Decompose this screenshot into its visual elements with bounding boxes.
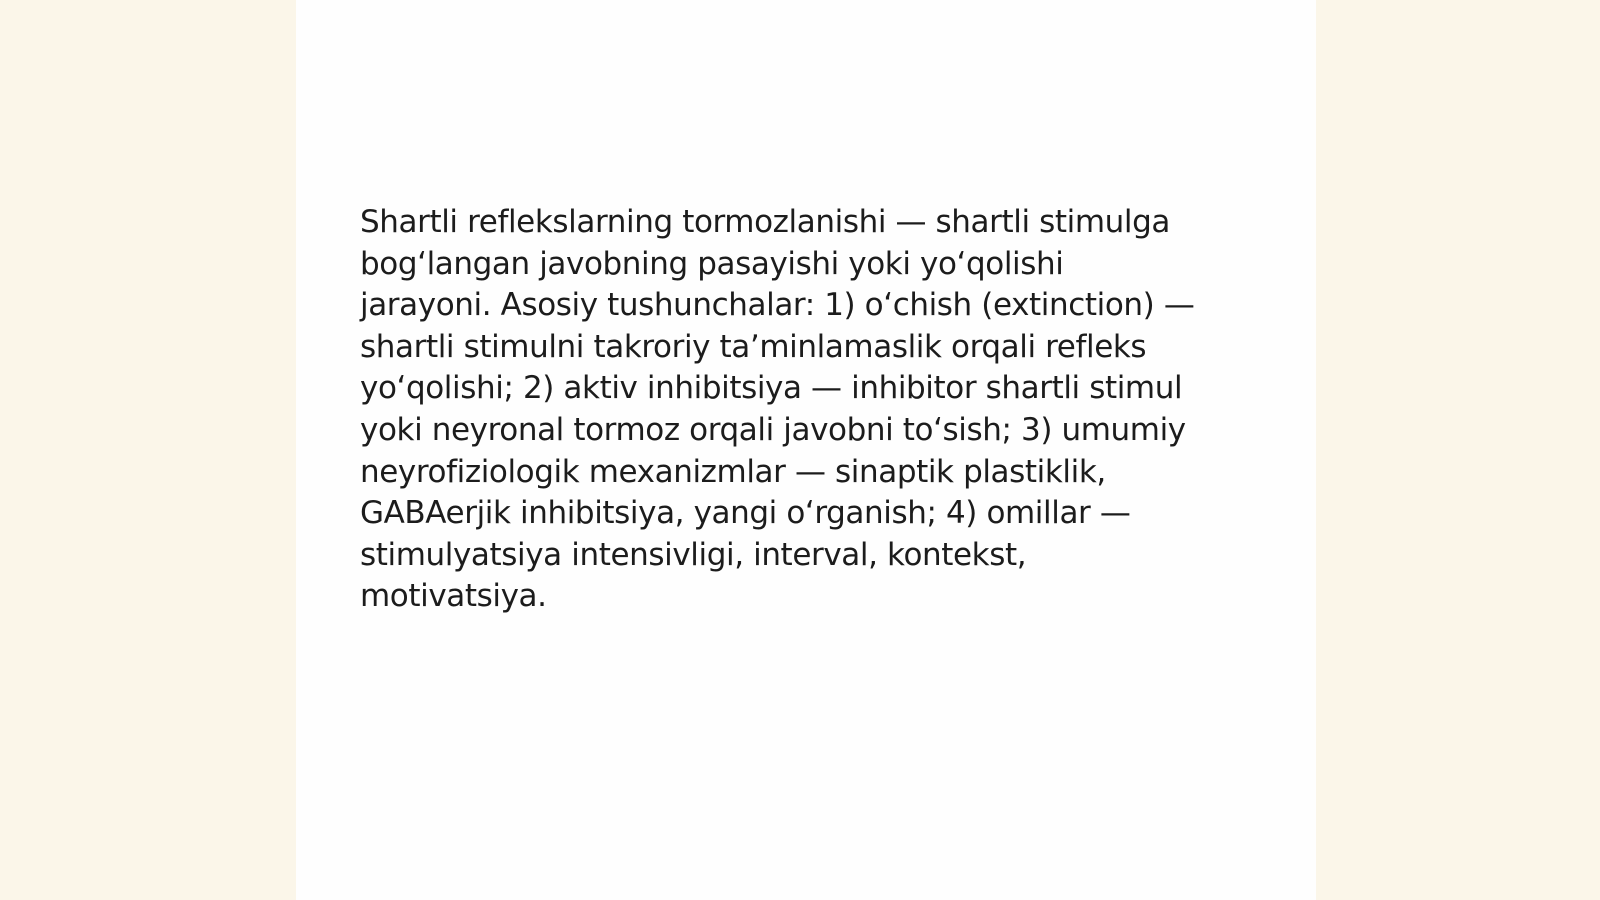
body-line: yoki neyronal tormoz orqali javobni to‘sish; 3) umumiy (360, 411, 1186, 448)
body-line: GABAerjik inhibitsiya, yangi o‘rganish; 4) omillar — (360, 495, 1131, 532)
body-line: bog‘langan javobning pasayishi yoki yo‘qolishi (360, 245, 1064, 282)
body-line: jarayoni. Asosiy tushunchalar: 1) o‘chish (extinction) — (360, 287, 1195, 324)
slide (296, 0, 1316, 900)
body-line: motivatsiya. (360, 578, 547, 615)
body-line: shartli stimulni takroriy ta’minlamaslik orqali refleks (360, 328, 1147, 365)
slide-body-text (360, 202, 1260, 618)
body-line: stimulyatsiya intensivligi, interval, kontekst, (360, 536, 1027, 573)
body-line: neyrofiziologik mexanizmlar — sinaptik plastiklik, (360, 453, 1106, 490)
body-line: Shartli reflekslarning tormozlanishi — shartli stimulga (360, 204, 1170, 240)
body-line: yo‘qolishi; 2) aktiv inhibitsiya — inhibitor shartli stimul (360, 370, 1183, 407)
